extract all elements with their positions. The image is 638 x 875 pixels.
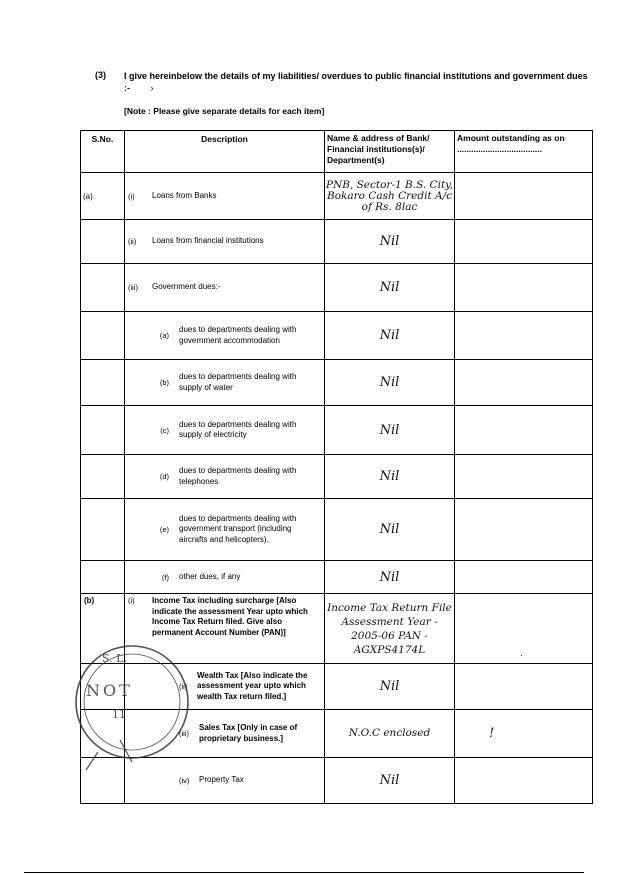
row-description bbox=[125, 758, 325, 804]
row-description bbox=[125, 312, 325, 360]
roman-numeral: (ii) bbox=[128, 237, 137, 246]
handwritten-entry: Nil bbox=[379, 679, 400, 694]
row-description bbox=[125, 173, 325, 220]
row-description bbox=[125, 664, 325, 710]
table-row bbox=[81, 664, 593, 710]
table-row bbox=[81, 710, 593, 758]
row-description bbox=[125, 499, 325, 561]
row-amount bbox=[455, 173, 593, 220]
stamp-text-top: S. L. bbox=[102, 652, 127, 665]
row-bank bbox=[325, 360, 455, 406]
row-bank bbox=[325, 561, 455, 594]
row-bank bbox=[325, 312, 455, 360]
sub-letter: (a) bbox=[159, 331, 169, 340]
header-bank: Name & address of Bank/ Financial institutions(s)/ Department(s) bbox=[325, 131, 455, 173]
row-bank bbox=[325, 220, 455, 264]
row-amount bbox=[455, 360, 593, 406]
intro-arrow: › bbox=[150, 83, 154, 93]
stamp-text-mid: NOT bbox=[86, 681, 133, 700]
description-text: Income Tax including surcharge [Also indicate the assessment Year upto which Income Tax Return filed. Give also permanent Account Number (PAN)] bbox=[152, 596, 308, 637]
table-row bbox=[81, 360, 593, 406]
stamp-text-num: 11 bbox=[112, 708, 126, 721]
row-sno bbox=[81, 710, 125, 758]
row-description bbox=[125, 406, 325, 455]
handwritten-entry: Income Tax Return File Assessment Year - 2005-06 PAN - AGXPS4174L bbox=[327, 601, 452, 656]
row-amount bbox=[455, 710, 593, 758]
section-intro bbox=[124, 70, 594, 94]
row-amount bbox=[455, 312, 593, 360]
roman-numeral: (iv) bbox=[179, 776, 190, 785]
sub-letter: (f) bbox=[161, 572, 169, 582]
handwritten-entry: Nil bbox=[379, 773, 400, 788]
row-sno bbox=[81, 499, 125, 561]
sno-a: (a) bbox=[83, 191, 93, 201]
section-number: (3) bbox=[95, 70, 106, 80]
description-text: Property Tax bbox=[199, 775, 244, 785]
description-text: Government dues:- bbox=[152, 282, 221, 292]
row-sno bbox=[81, 264, 125, 312]
row-bank bbox=[325, 499, 455, 561]
row-bank bbox=[325, 758, 455, 804]
section-note: [Note : Please give separate details for each item] bbox=[124, 106, 325, 116]
sub-letter: (b) bbox=[159, 378, 169, 387]
row-bank bbox=[325, 455, 455, 499]
table-row bbox=[81, 406, 593, 455]
row-amount bbox=[455, 264, 593, 312]
roman-numeral: (i) bbox=[128, 191, 135, 201]
sub-letter: (d) bbox=[159, 472, 169, 481]
row-amount bbox=[455, 406, 593, 455]
description-text: dues to departments dealing with government accommodation bbox=[179, 325, 297, 345]
row-sno bbox=[81, 664, 125, 710]
roman-numeral: (ii) bbox=[179, 682, 188, 691]
table-row bbox=[81, 264, 593, 312]
table-row bbox=[81, 499, 593, 561]
description-text: dues to departments dealing with supply of electricity bbox=[179, 419, 297, 439]
row-bank bbox=[325, 173, 455, 220]
row-description bbox=[125, 264, 325, 312]
amount-mark: ! bbox=[489, 726, 495, 741]
handwritten-entry: Nil bbox=[379, 375, 400, 390]
description-text: other dues, if any bbox=[179, 571, 241, 581]
handwritten-entry: N.O.C enclosed bbox=[348, 727, 431, 739]
row-description bbox=[125, 455, 325, 499]
roman-numeral: (iii) bbox=[128, 283, 138, 292]
row-sno bbox=[81, 173, 125, 220]
row-sno bbox=[81, 594, 125, 664]
row-sno bbox=[81, 360, 125, 406]
sub-letter: (c) bbox=[160, 425, 169, 435]
liabilities-table bbox=[80, 130, 593, 804]
handwritten-entry: Nil bbox=[379, 569, 400, 585]
row-sno bbox=[81, 406, 125, 455]
header-amount: Amount outstanding as on .................................... bbox=[455, 131, 593, 173]
stray-mark: · bbox=[520, 650, 523, 660]
table-row bbox=[81, 312, 593, 360]
row-sno bbox=[81, 758, 125, 804]
table-header-row bbox=[81, 131, 593, 173]
row-sno bbox=[81, 455, 125, 499]
handwritten-entry: Nil bbox=[379, 280, 400, 295]
row-sno bbox=[81, 561, 125, 594]
row-bank bbox=[325, 710, 455, 758]
table-row bbox=[81, 561, 593, 594]
row-description bbox=[125, 561, 325, 594]
description-text: Wealth Tax [Also indicate the assessment year upto which wealth Tax return filed.] bbox=[197, 670, 308, 701]
handwritten-entry: Nil bbox=[379, 422, 400, 438]
row-amount bbox=[455, 758, 593, 804]
row-amount bbox=[455, 594, 593, 664]
table-row bbox=[81, 220, 593, 264]
description-text: Loans from Banks bbox=[152, 190, 217, 200]
table-row bbox=[81, 758, 593, 804]
table-row bbox=[81, 455, 593, 499]
sub-letter: (e) bbox=[159, 525, 169, 534]
row-description bbox=[125, 710, 325, 758]
row-description bbox=[125, 220, 325, 264]
row-sno bbox=[81, 220, 125, 264]
intro-text: I give hereinbelow the details of my liabilities/ overdues to public financial institutions and government dues :- bbox=[124, 71, 588, 93]
row-amount bbox=[455, 455, 593, 499]
roman-numeral: (i) bbox=[128, 596, 135, 605]
sno-b: (b) bbox=[84, 596, 95, 605]
row-bank bbox=[325, 264, 455, 312]
bottom-rule bbox=[24, 872, 584, 873]
row-bank bbox=[325, 406, 455, 455]
description-text: dues to departments dealing with telephones bbox=[179, 466, 297, 486]
handwritten-entry: Nil bbox=[379, 522, 400, 537]
header-description: Description bbox=[125, 131, 325, 173]
row-amount bbox=[455, 561, 593, 594]
row-sno bbox=[81, 312, 125, 360]
row-amount bbox=[455, 664, 593, 710]
table-row bbox=[81, 594, 593, 664]
description-text: Sales Tax [Only in case of proprietary business.] bbox=[199, 723, 298, 743]
handwritten-entry: Nil bbox=[379, 328, 400, 343]
table-row bbox=[81, 173, 593, 220]
handwritten-entry: PNB, Sector-1 B.S. City, Bokaro Cash Credit A/c of Rs. 8lac bbox=[325, 178, 454, 213]
row-bank bbox=[325, 664, 455, 710]
description-text: dues to departments dealing with supply of water bbox=[179, 372, 297, 392]
description-text: dues to departments dealing with government transport (including aircrafts and helicopters). bbox=[179, 513, 297, 544]
row-amount bbox=[455, 499, 593, 561]
header-sno: S.No. bbox=[81, 131, 125, 173]
row-description bbox=[125, 360, 325, 406]
row-description bbox=[125, 594, 325, 664]
row-amount bbox=[455, 220, 593, 264]
handwritten-entry: Nil bbox=[379, 469, 400, 484]
roman-numeral: (iii) bbox=[179, 729, 189, 738]
description-text: Loans from financial institutions bbox=[152, 236, 264, 246]
row-bank bbox=[325, 594, 455, 664]
handwritten-entry: Nil bbox=[379, 234, 400, 249]
